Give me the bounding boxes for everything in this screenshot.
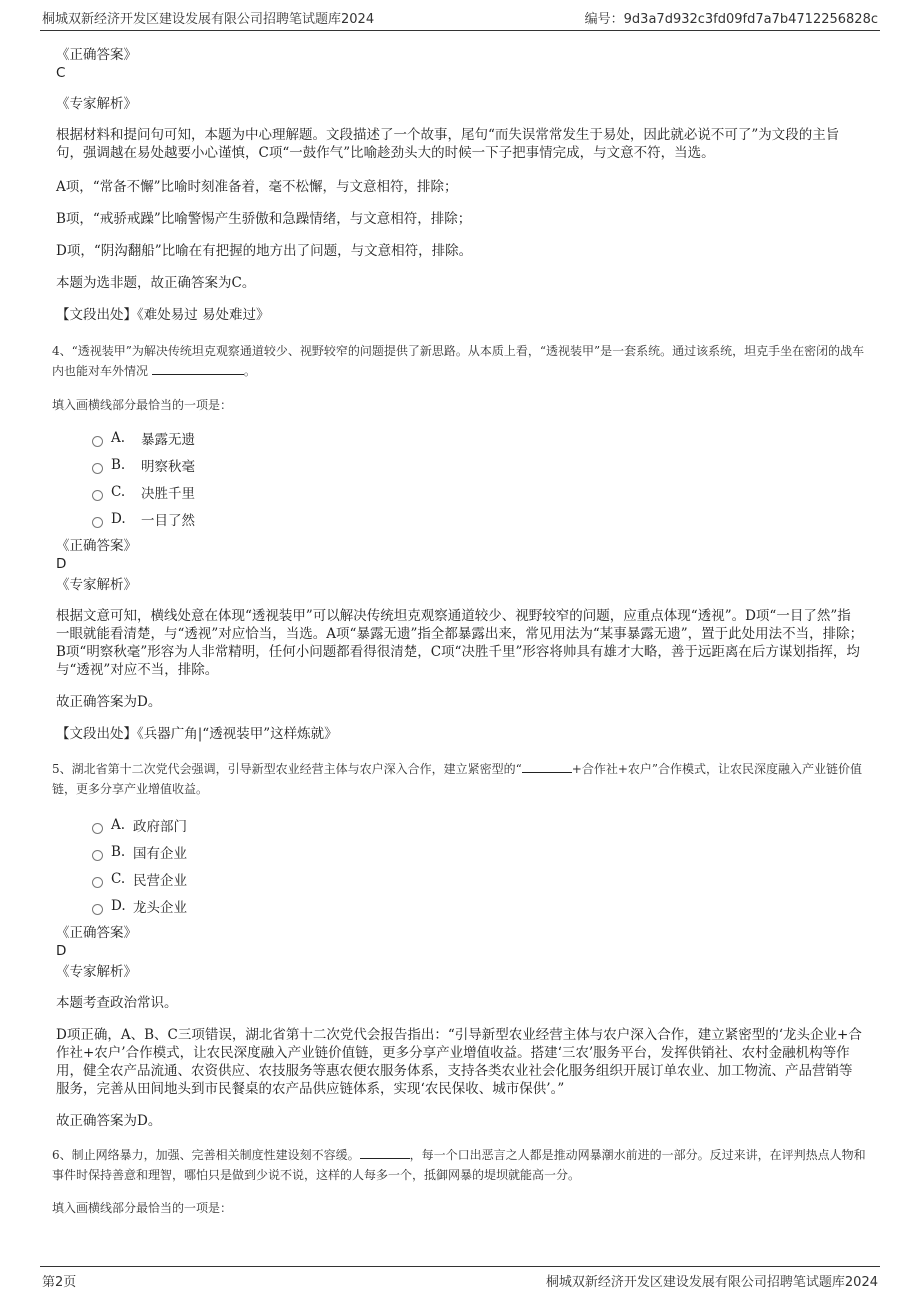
q5-option-b[interactable] [92, 842, 187, 862]
q4-blank [152, 362, 244, 375]
q5-stem-text: 5、湖北省第十二次党代会强调，引导新型农业经营主体与农户深入合作，建立紧密型的“ [52, 762, 522, 776]
q5-conclusion: 故正确答案为D。 [56, 1113, 162, 1129]
q4-analysis-paragraph: 根据文意可知，横线处意在体现“透视装甲”可以解决传统坦克观察通道较少、视野较窄的问题，应重点体现“透视”。D项“一目了然”指一眼就能看清楚，与“透视”对应恰当，当选。A项“暴露无遗”指全都暴露出来，常见用法为“某事暴露无遗”，置于此处用法不当，排除；B项“明察秋毫”形容为人非常精明，任何小问题都看得很清楚，C项“决胜千里”形容将帅具有雄才大略，善于远距离在后方谋划指挥，均与“透视”对应不当，排除。 [56, 608, 864, 678]
option-text: 民营企业 [133, 873, 187, 889]
q5-stem-end: +合作社+农户”合作模式，让农民深度融入产业链价值链，更多分享产业增值收益。 [52, 762, 863, 796]
header-divider [40, 30, 880, 31]
header-title: 桐城双新经济开发区建设发展有限公司招聘笔试题库2024 [42, 12, 375, 27]
q4-stem [52, 341, 866, 381]
q5-stem [52, 759, 866, 799]
page-footer [40, 1268, 880, 1290]
q5-analysis-label: 《专家解析》 [56, 964, 137, 980]
option-letter: A. [111, 817, 126, 833]
q6-stem [52, 1145, 866, 1185]
q5-answer-label: 《正确答案》 [56, 925, 137, 941]
q3-analysis-option-b: B项，“戒骄戒躁”比喻警惕产生骄傲和急躁情绪，与文意相符，排除； [56, 211, 472, 227]
radio-icon[interactable] [92, 877, 103, 888]
q4-prompt: 填入画横线部分最恰当的一项是： [52, 398, 233, 412]
radio-icon[interactable] [92, 436, 103, 447]
q4-option-d[interactable] [92, 509, 195, 529]
q3-analysis-label: 《专家解析》 [56, 96, 137, 112]
footer-title: 桐城双新经济开发区建设发展有限公司招聘笔试题库2024 [545, 1275, 878, 1290]
radio-icon[interactable] [92, 823, 103, 834]
q4-stem-end: 。 [243, 364, 256, 378]
serial-value: 9d3a7d932c3fd09fd7a7b4712256828c [623, 12, 878, 27]
q6-stem-text: 6、制止网络暴力，加强、完善相关制度性建设刻不容缓。 [52, 1148, 360, 1162]
q3-answer-label: 《正确答案》 [56, 47, 137, 63]
q4-option-a[interactable] [92, 428, 195, 448]
radio-icon[interactable] [92, 904, 103, 915]
q4-analysis-label: 《专家解析》 [56, 577, 137, 593]
q3-analysis-option-d: D项，“阴沟翻船”比喻在有把握的地方出了问题，与文意相符，排除。 [56, 243, 473, 259]
q5-analysis-intro: 本题考查政治常识。 [56, 995, 178, 1011]
option-text: 一目了然 [141, 513, 195, 529]
q4-option-c[interactable] [92, 482, 195, 502]
q6-blank [360, 1146, 410, 1159]
option-letter: B. [111, 457, 126, 473]
q5-option-a[interactable] [92, 815, 187, 835]
option-text: 决胜千里 [141, 486, 195, 502]
q5-option-d[interactable] [92, 896, 187, 916]
q3-analysis-paragraph: 根据材料和提问句可知，本题为中心理解题。文段描述了一个故事，尾句“而失误常常发生于易处，因此就必说不可了”为文段的主旨句，强调越在易处越要小心谨慎，C项“一鼓作气”比喻趁劲头大的时候一下子把事情完成，与文意不符，当选。 [56, 127, 840, 161]
q5-blank [522, 760, 572, 773]
q4-conclusion: 故正确答案为D。 [56, 694, 162, 710]
option-letter: D. [111, 898, 126, 914]
serial-label: 编号： [584, 12, 624, 27]
q3-conclusion: 本题为选非题，故正确答案为C。 [56, 275, 256, 291]
q3-answer: C [56, 65, 66, 81]
option-letter: A. [111, 430, 126, 446]
option-letter: D. [111, 511, 126, 527]
q4-option-b[interactable] [92, 455, 195, 475]
header-serial [585, 8, 878, 27]
q4-source: 【文段出处】《兵器广角|“透视装甲”这样炼就》 [56, 726, 338, 742]
page-header [40, 6, 880, 28]
option-text: 国有企业 [133, 846, 187, 862]
q3-analysis-option-a: A项，“常备不懈”比喻时刻准备着，毫不松懈，与文意相符，排除； [56, 179, 458, 195]
option-text: 暴露无遗 [141, 432, 195, 448]
radio-icon[interactable] [92, 463, 103, 474]
option-letter: C. [111, 871, 126, 887]
q4-stem-text: 4、“透视装甲”为解决传统坦克观察通道较少、视野较窄的问题提供了新思路。从本质上看，“透视装甲”是一套系统。通过该系统，坦克手坐在密闭的战车内也能对车外情况 [52, 344, 865, 378]
page-number: 第2页 [42, 1275, 77, 1290]
option-letter: B. [111, 844, 126, 860]
radio-icon[interactable] [92, 517, 103, 528]
q6-stem-end: ，每一个口出恶言之人都是推动网暴潮水前进的一部分。反过来讲，在评判热点人物和事件时保持善意和理智，哪怕只是做到少说不说，这样的人每多一个，抵御网暴的堤坝就能高一分。 [52, 1148, 866, 1182]
footer-divider [40, 1266, 880, 1267]
radio-icon[interactable] [92, 850, 103, 861]
option-text: 政府部门 [133, 819, 187, 835]
option-text: 明察秋毫 [141, 459, 195, 475]
radio-icon[interactable] [92, 490, 103, 501]
q4-answer: D [56, 556, 67, 572]
q4-answer-label: 《正确答案》 [56, 538, 137, 554]
q5-answer: D [56, 943, 67, 959]
q5-analysis-paragraph: D项正确，A、B、C三项错误，湖北省第十二次党代会报告指出：“引导新型农业经营主体与农户深入合作，建立紧密型的‘龙头企业+合作社+农户’合作模式，让农民深度融入产业链价值链，更多分享产业增值收益。搭建‘三农’服务平台，发挥供销社、农村金融机构等作用，健全农产品流通、农资供应、农技服务等惠农便农服务体系，支持各类农业社会化服务组织开展订单农业、加工物流、产品营销等服务，完善从田间地头到市民餐桌的农产品供应链体系，实现‘农民保收、城市保供’。” [56, 1027, 862, 1097]
option-letter: C. [111, 484, 126, 500]
q5-option-c[interactable] [92, 869, 187, 889]
q6-prompt: 填入画横线部分最恰当的一项是： [52, 1201, 233, 1215]
q3-source: 【文段出处】《难处易过 易处难过》 [56, 307, 270, 323]
option-text: 龙头企业 [133, 900, 187, 916]
